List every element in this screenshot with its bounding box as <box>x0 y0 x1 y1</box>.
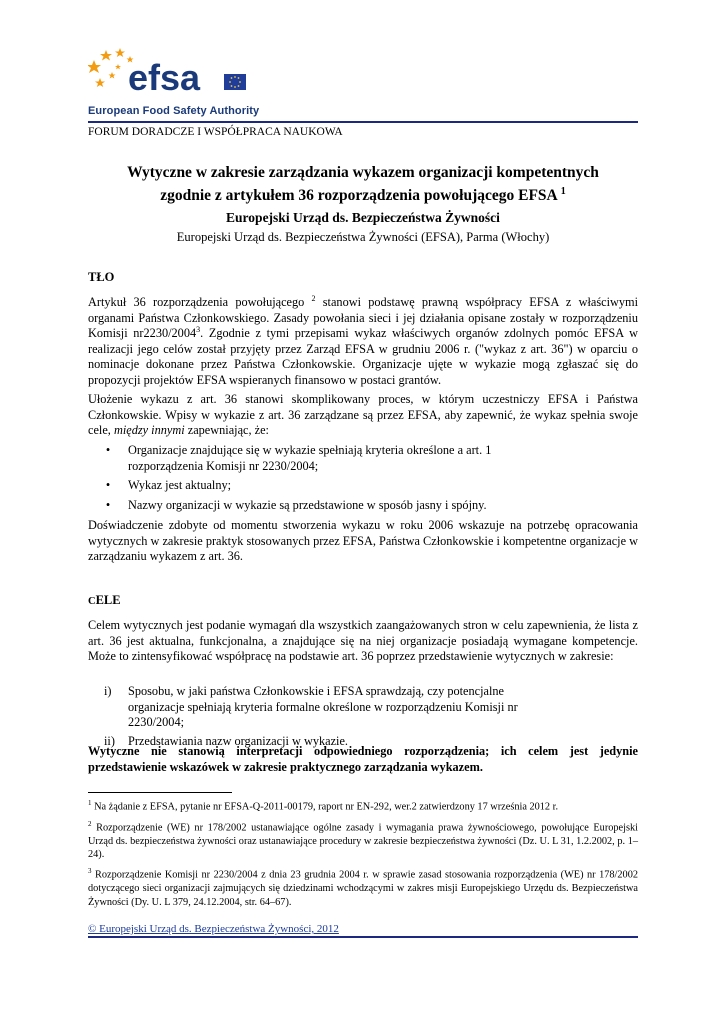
list-item: • Wykaz jest aktualny; <box>88 478 638 494</box>
list-item: • Organizacje znajdujące się w wykazie spełniają kryteria określone a art. 1 rozporządzenia Komisji nr 2230/2004; <box>88 443 638 474</box>
section-label: FORUM DORADCZE I WSPÓŁPRACA NAUKOWA <box>88 126 343 138</box>
numbered-list <box>88 684 638 752</box>
affiliation: Europejski Urząd ds. Bezpieczeństwa Żywności (EFSA), Parma (Włochy) <box>176 230 550 244</box>
footnote-ref-2[interactable]: 2 <box>311 293 316 303</box>
document-title <box>88 163 638 205</box>
paragraph-4: Celem wytycznych jest podanie wymagań dla wszystkich zaangażowanych stron w celu zapewnienia, że lista z art. 36 jest aktualna, funkcjonalna, a znajdujące się na niej organizacje posiadają wymagane kompetencje. Może to zintensyfikować współpracę na podstawie art. 36 poprzez przedstawienie wytycznych w zakresie: <box>88 618 638 664</box>
footnote-2: $^2$ Rozporządzenie (WE) nr 178/2002 ustanawiające ogólne zasady i wymagania prawa żywnościowego, powołujące Europejski Urząd ds. bezpieczeństwa żywności oraz ustanawiające procedury w zakresie bezpieczeństwa żywności (Dz. U. L 31, 1.2.2002, p. 1–24). <box>88 819 638 861</box>
logo-stars-icon <box>88 48 134 87</box>
bullet-icon: • <box>105 478 111 493</box>
footnote-1: $^1$ Na żądanie z EFSA, pytanie nr EFSA-Q-2011-00179, raport nr EN-292, wer.2 zatwierdzony 17 września 2012 r. <box>88 799 559 813</box>
title-footnote-ref[interactable]: 1 <box>560 186 566 197</box>
copyright-link[interactable]: © Europejski Urząd ds. Bezpieczeństwa Żywności, 2012 <box>88 923 339 935</box>
footnotes <box>88 797 638 913</box>
footer-rule <box>88 936 638 938</box>
author: Europejski Urząd ds. Bezpieczeństwa Żywności <box>226 210 500 225</box>
org-name: European Food Safety Authority <box>88 105 260 117</box>
list-item: i) Sposobu, w jaki państwa Członkowskie i EFSA sprawdzają, czy potencjalne organizacje spełniają kryteria formalne określone w rozporządzeniu Komisji nr 2230/2004; <box>104 684 518 730</box>
paragraph-1: Artykuł 36 rozporządzenia powołującego $^2$ stanowi podstawę prawną współpracy EFSA z właściwymi organami Państwa Członkowskiego. Zasady powołania sieci i jej działania opisane zostały w rozporządzeniu Komisji nr2230/2004$^3$. Zgodnie z tymi przepisami wykaz właściwych organów zdolnych pomóc EFSA w realizacji jego celów został przyjęty przez Zarząd EFSA w grudniu 2006 r. ("wykaz z art. 36") w oparciu o nominacje dokonane przez Państwa Członkowskie. Organizacje ujęte w wykazie mogą zgłaszać się do propozycji projektów EFSA wspieranych finansowo w postaci grantów. <box>88 293 638 387</box>
heading-cele: CELE <box>88 593 121 607</box>
footnote-3: $^3$ Rozporządzenie Komisji nr 2230/2004 z dnia 23 grudnia 2004 r. w sprawie zasad stosowania rozporządzenia (WE) nr 178/2002 dotyczącego sieci organizacji zajmujących się dziedzinami wchodzącymi w zakres misji Europejskiego Urzędu ds. Bezpieczeństwa Żywności (Dy. U. L 379, 24.12.2004, str. 64–67). <box>88 867 638 908</box>
title-line-1: Wytyczne w zakresie zarządzania wykazem organizacji kompetentnych <box>127 164 599 181</box>
heading-tlo: TŁO <box>88 270 115 284</box>
title-line-2: zgodnie z artykułem 36 rozporządzenia powołującego EFSA <box>160 187 557 205</box>
bullet-list <box>88 443 638 517</box>
bullet-icon: • <box>105 497 111 512</box>
list-item: • Nazwy organizacji w wykazie są przedstawione w sposób jasny i spójny. <box>88 498 638 514</box>
bullet-icon: • <box>105 443 111 457</box>
header-rule <box>88 121 638 123</box>
footnote-rule <box>88 792 232 793</box>
logo-wordmark: efsa <box>128 57 201 98</box>
list-item: ii) Przedstawiania nazw organizacji w wykazie. <box>104 733 348 748</box>
paragraph-5: Wytyczne nie stanowią interpretacji odpowiedniego rozporządzenia; ich celem jest jedynie przedstawienie wskazówek w zakresie praktycznego zarządzania wykazem. <box>88 744 638 774</box>
footnote-ref-3[interactable]: 3 <box>196 325 201 335</box>
paragraph-2: Ułożenie wykazu z art. 36 stanowi skomplikowany proces, w którym uczestniczy EFSA i Państwa Członkowskie. Wpisy w wykazie z art. 36 zarządzane są przez EFSA, aby zapewnić, że wykaz spełnia swoje cele, między innymi zapewniając, że: <box>88 392 638 438</box>
paragraph-3: Doświadczenie zdobyte od momentu stworzenia wykazu w roku 2006 wskazuje na potrzebę opracowania wytycznych w zakresie praktyk stosowanych przez EFSA, Państwa Członkowskie i kompetentne organizacje w zarządzaniu wykazem z art. 36. <box>88 518 638 564</box>
